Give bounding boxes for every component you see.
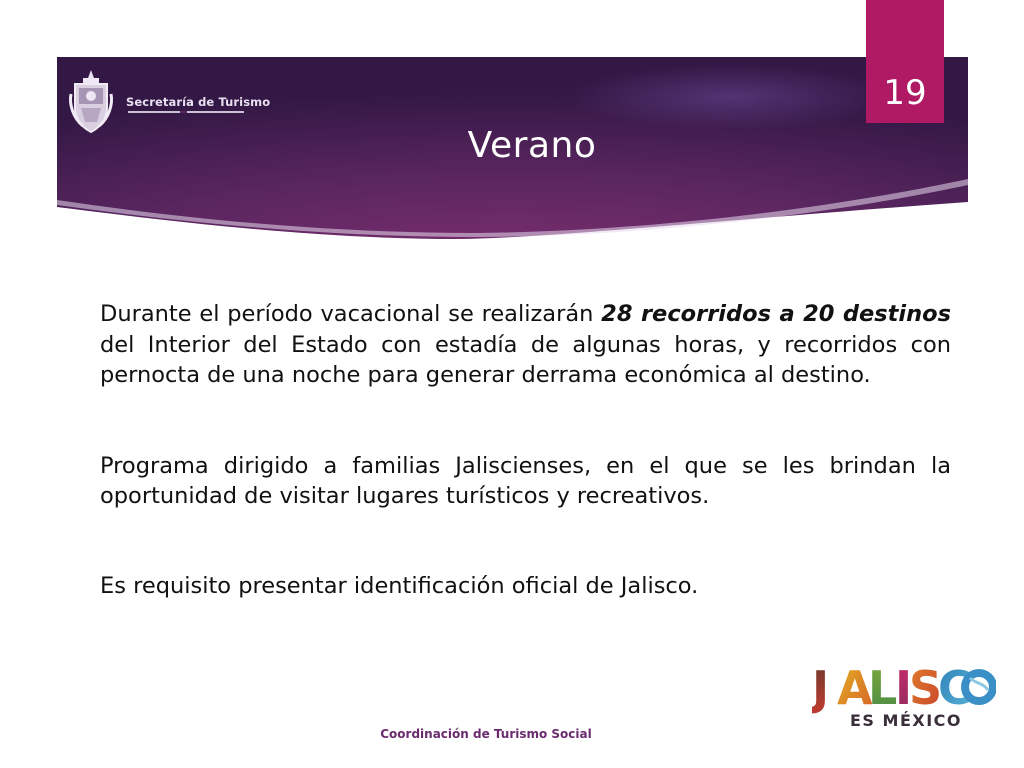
header-logo-text: Secretaría de Turismo [126, 95, 271, 109]
paragraph-1 [100, 299, 951, 391]
page-number-badge [866, 0, 944, 123]
paragraph-1-start: Durante el período vacacional se realizarán [100, 301, 602, 327]
jalisco-logo-l: L [868, 661, 898, 715]
slide-content [100, 299, 951, 601]
paragraph-3: Es requisito presentar identificación oficial de Jalisco. [100, 572, 699, 599]
footer-text: Coordinación de Turismo Social [380, 727, 592, 741]
paragraph-2: Programa dirigido a familias Jaliscienses, en el que se les brindan la oportunidad de visitar lugares turísticos y recreativos. [100, 452, 951, 509]
jalisco-logo-a: A [837, 661, 873, 715]
slide-title: Verano [467, 125, 597, 166]
header-logo-rule [128, 111, 244, 113]
jalisco-logo-j: J [812, 661, 830, 715]
jalisco-brand-logo [812, 660, 996, 734]
paragraph-1-end: del Interior del Estado con estadía de algunas horas, y recorridos con pernocta de una noche para generar derrama económica al destino. [100, 331, 951, 388]
paragraph-1-highlight: 28 recorridos a 20 destinos [601, 301, 951, 327]
jalisco-logo-tagline: ES MÉXICO [850, 711, 963, 730]
page-number: 19 [883, 73, 927, 113]
jalisco-logo-c: C [938, 661, 972, 715]
jalisco-logo-i: I [895, 661, 913, 715]
jalisco-logo-s: S [909, 661, 943, 715]
